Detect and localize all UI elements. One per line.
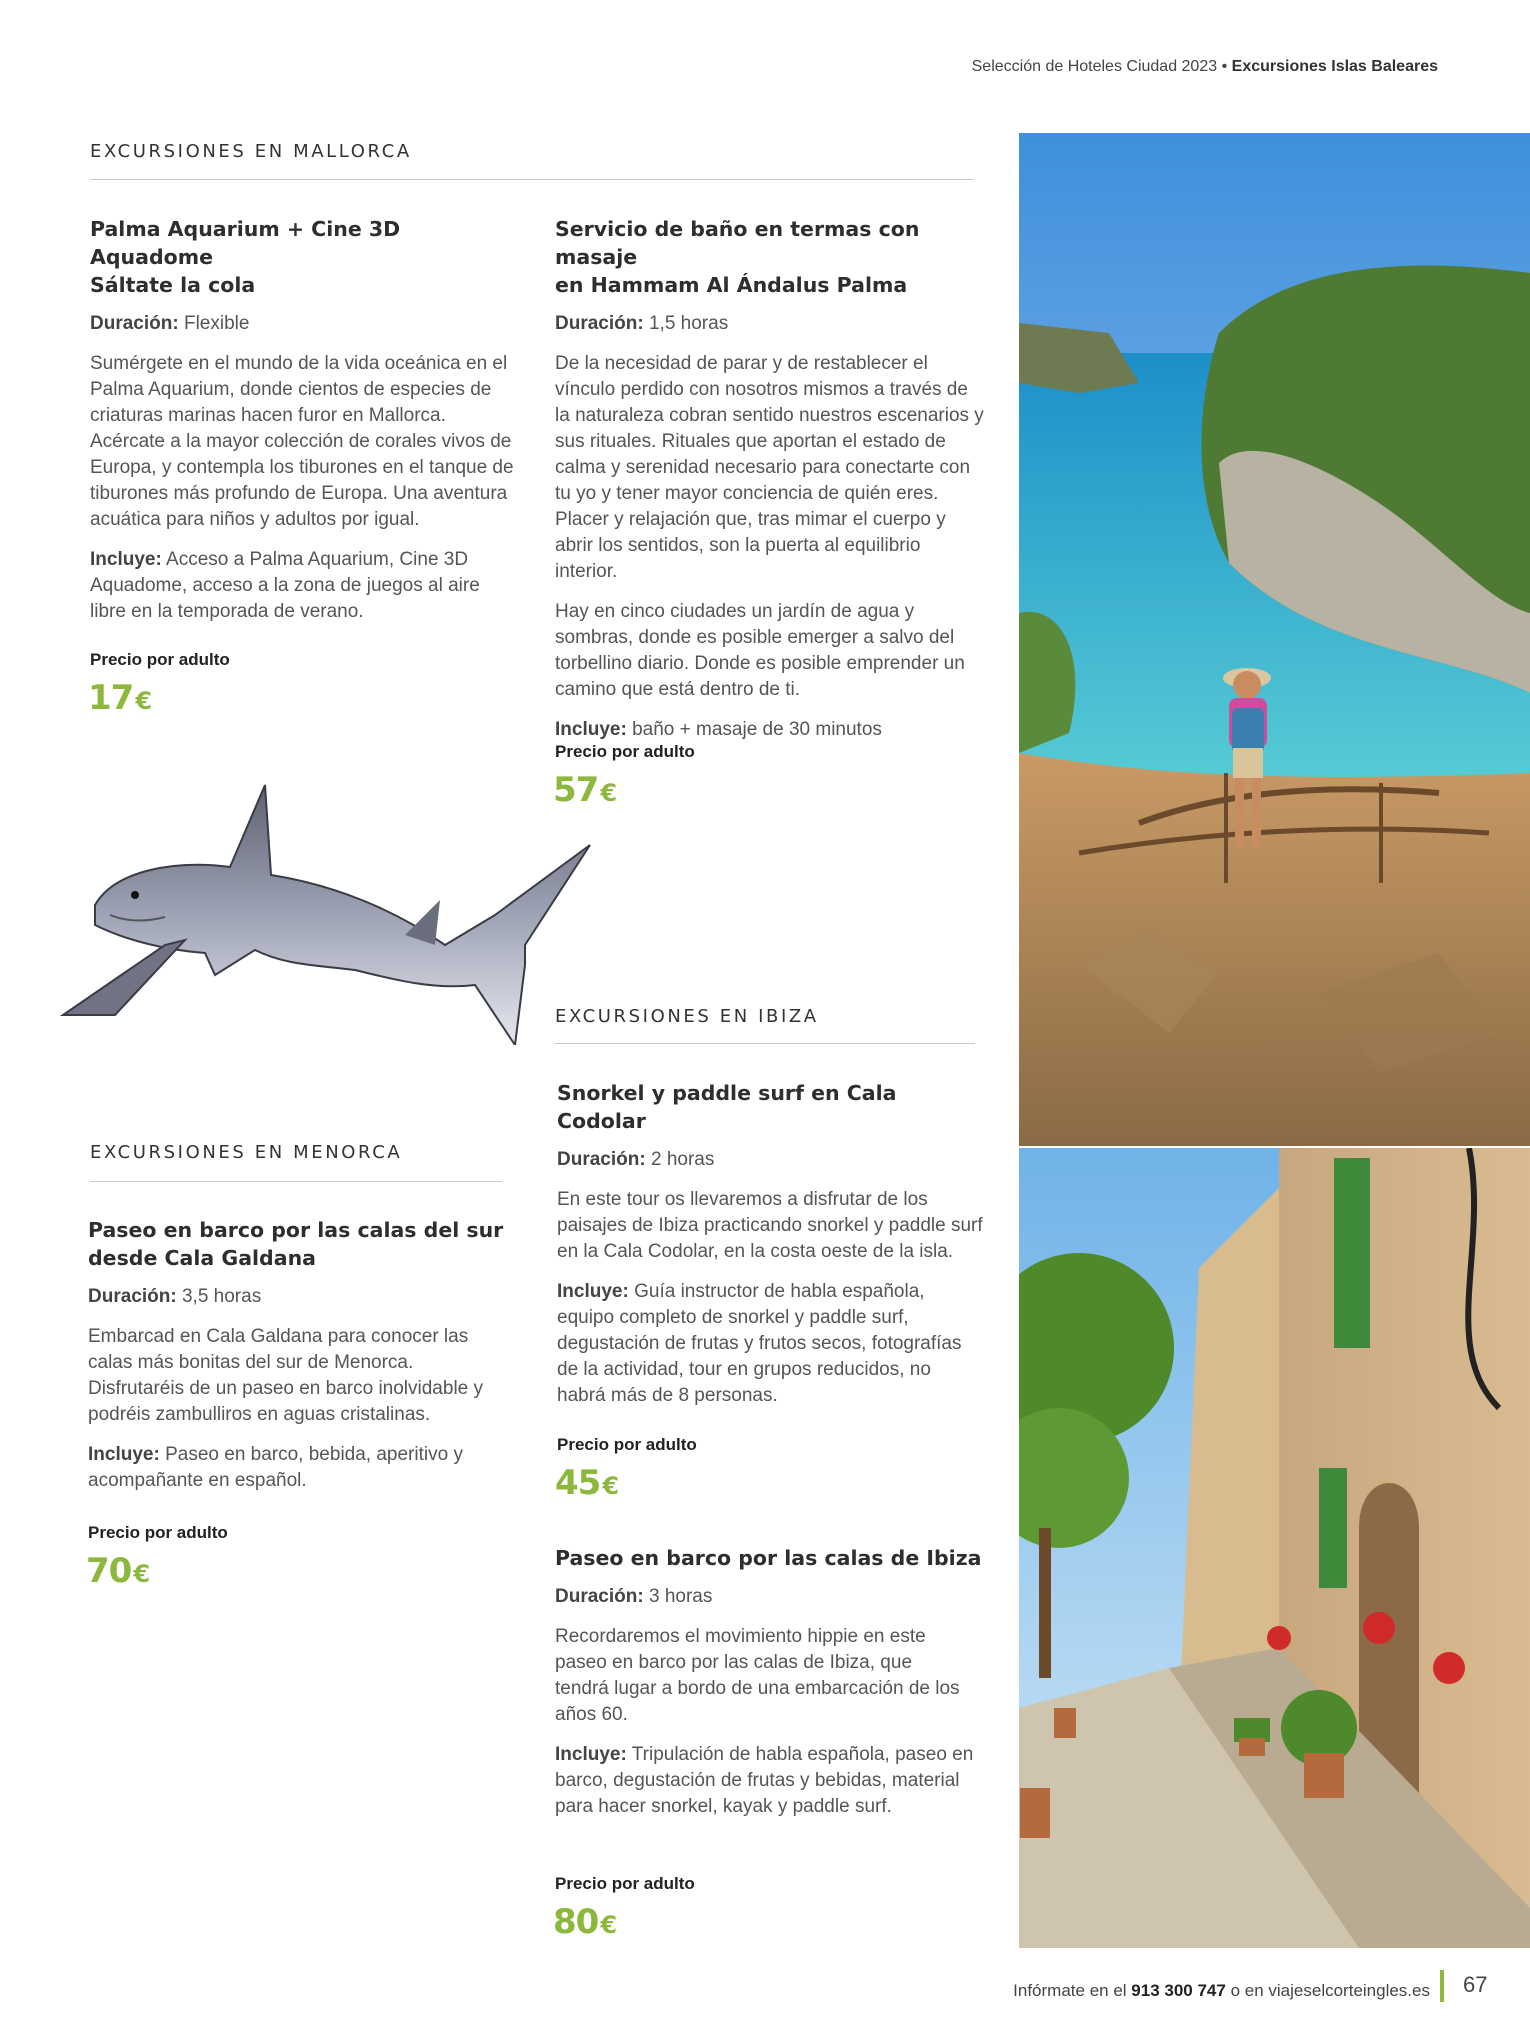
includes-label: Incluye: xyxy=(555,719,627,740)
includes xyxy=(555,1742,980,1820)
excursion-title[interactable] xyxy=(88,1216,518,1272)
price xyxy=(555,1463,618,1503)
price-label: Precio por adulto xyxy=(88,1523,228,1542)
price-label: Precio por adulto xyxy=(555,1874,695,1893)
price-label: Precio por adulto xyxy=(555,742,695,761)
duration-label: Duración: xyxy=(90,313,179,334)
shark-illustration xyxy=(55,775,600,1045)
includes-label: Incluye: xyxy=(557,1281,629,1302)
currency: € xyxy=(133,1560,150,1588)
cove-landscape-icon xyxy=(1019,133,1530,1146)
photo-village-street xyxy=(1019,1148,1530,1948)
description: De la necesidad de parar y de restablecer el vínculo perdido con nosotros mismos a través de la naturaleza cobran sentido nuestros escenarios y sus rituales. Rituales que aportan el estado de calma y serenidad necesario para conectarte con tu yo y tener mayor conciencia de quién eres. Placer y relajación que, tras mimar el cuerpo y abrir los sentidos, son la puerta al equilibrio interior. xyxy=(555,353,984,582)
title-line: Palma Aquarium + Cine 3D Aquadome xyxy=(90,217,401,269)
village-street-icon xyxy=(1019,1148,1530,1948)
section-divider xyxy=(90,1181,502,1182)
duration-value: 1,5 horas xyxy=(648,313,729,334)
duration-value: Flexible xyxy=(183,313,250,334)
footer-text: o en xyxy=(1230,1981,1264,2000)
currency: € xyxy=(600,1911,617,1939)
price xyxy=(88,678,151,718)
description: Recordaremos el movimiento hippie en este paseo en barco por las calas de Ibiza, que tendrá lugar a bordo de una embarcación de los años 60. xyxy=(555,1626,960,1725)
price-label: Precio por adulto xyxy=(90,650,230,669)
currency: € xyxy=(135,687,152,715)
price xyxy=(553,1902,616,1942)
title-line: Paseo en barco por las calas del sur xyxy=(88,1218,504,1242)
price xyxy=(553,770,616,810)
duration xyxy=(555,311,985,337)
description: En este tour os llevaremos a disfrutar de los paisajes de Ibiza practicando snorkel y paddle surf en la Cala Codolar, en la costa oeste de la isla. xyxy=(557,1189,983,1262)
duration-label: Duración: xyxy=(557,1149,646,1170)
excursion-aquarium xyxy=(90,215,520,625)
duration-label: Duración: xyxy=(555,1586,644,1607)
duration-value: 3,5 horas xyxy=(181,1286,262,1307)
includes-value: Tripulación de habla española, paseo en barco, degustación de frutas y bebidas, material para hacer snorkel, kayak y paddle surf. xyxy=(555,1744,974,1817)
header-section: Excursiones Islas Baleares xyxy=(1231,58,1438,75)
section-title-menorca: EXCURSIONES EN MENORCA xyxy=(90,1142,403,1163)
photo-cove-hiker xyxy=(1019,133,1530,1146)
description: Embarcad en Cala Galdana para conocer las calas más bonitas del sur de Menorca. Disfrutaréis de un paseo en barco inolvidable y podréis zambulliros en aguas cristalinas. xyxy=(88,1326,484,1425)
excursion-hammam xyxy=(555,215,985,743)
excursion-menorca-boat xyxy=(88,1216,518,1494)
section-title-mallorca: EXCURSIONES EN MALLORCA xyxy=(90,141,412,162)
price-value: 80 xyxy=(553,1902,599,1942)
includes-label: Incluye: xyxy=(90,549,162,570)
price-value: 70 xyxy=(86,1551,132,1591)
description: Hay en cinco ciudades un jardín de agua y sombras, donde es posible emerger a salvo del torbellino diario. Donde es posible emprender un camino que está dentro de ti. xyxy=(555,601,965,700)
shark-icon xyxy=(55,775,600,1045)
page-header xyxy=(972,58,1438,76)
duration xyxy=(88,1284,518,1310)
page-number: 67 xyxy=(1463,1972,1488,1997)
excursion-title[interactable]: Snorkel y paddle surf en Cala Codolar xyxy=(557,1081,897,1133)
title-line: Sáltate la cola xyxy=(90,273,256,297)
includes-label: Incluye: xyxy=(88,1444,160,1465)
phone-link[interactable]: 913 300 747 xyxy=(1131,1981,1226,2000)
section-title-ibiza: EXCURSIONES EN IBIZA xyxy=(555,1006,819,1027)
title-line: desde Cala Galdana xyxy=(88,1246,316,1270)
title-line: Servicio de baño en termas con masaje xyxy=(555,217,920,269)
duration xyxy=(90,311,520,337)
includes xyxy=(557,1279,972,1409)
description: Sumérgete en el mundo de la vida oceánica en el Palma Aquarium, donde cientos de especies de criaturas marinas hacen furor en Mallorca. Acércate a la mayor colección de corales vivos de Europa, y contempla los tiburones en el tanque de tiburones más profundo de Europa. Una aventura acuática para niños y adultos por igual. xyxy=(90,353,514,530)
section-divider xyxy=(90,179,974,180)
footer-divider xyxy=(1440,1970,1444,2002)
duration-value: 2 horas xyxy=(650,1149,715,1170)
includes-value: baño + masaje de 30 minutos xyxy=(632,719,882,740)
footer-text: Infórmate en el xyxy=(1013,1981,1127,2000)
excursion-ibiza-boat xyxy=(555,1544,985,1820)
price-value: 45 xyxy=(555,1463,601,1503)
footer-contact xyxy=(1013,1981,1430,2001)
catalog-name: Selección de Hoteles Ciudad 2023 xyxy=(971,58,1218,75)
website-link[interactable]: viajeselcorteingles.es xyxy=(1268,1981,1430,2000)
duration-value: 3 horas xyxy=(648,1586,713,1607)
includes-value: Paseo en barco, bebida, aperitivo y acompañante en español. xyxy=(88,1444,463,1491)
duration-label: Duración: xyxy=(88,1286,177,1307)
price-value: 17 xyxy=(88,678,134,718)
duration xyxy=(557,1147,987,1173)
currency: € xyxy=(602,1472,619,1500)
includes-value: Acceso a Palma Aquarium, Cine 3D Aquadome, acceso a la zona de juegos al aire libre en la temporada de verano. xyxy=(90,549,480,622)
excursion-title[interactable] xyxy=(555,215,985,299)
includes-value: Guía instructor de habla española, equipo completo de snorkel y paddle surf, degustación de frutas y frutos secos, fotografías de la actividad, tour en grupos reducidos, no habrá más de 8 personas. xyxy=(557,1281,962,1406)
duration xyxy=(555,1584,985,1610)
header-separator: • xyxy=(1221,58,1228,75)
section-divider xyxy=(555,1043,975,1044)
excursion-title[interactable] xyxy=(90,215,520,299)
price-value: 57 xyxy=(553,770,599,810)
excursion-title[interactable]: Paseo en barco por las calas de Ibiza xyxy=(555,1546,982,1570)
includes xyxy=(555,717,985,743)
title-line: en Hammam Al Ándalus Palma xyxy=(555,273,908,297)
price-label: Precio por adulto xyxy=(557,1435,697,1454)
includes-label: Incluye: xyxy=(555,1744,627,1765)
includes xyxy=(88,1442,503,1494)
price xyxy=(86,1551,149,1591)
currency: € xyxy=(600,779,617,807)
includes xyxy=(90,547,520,625)
duration-label: Duración: xyxy=(555,313,644,334)
excursion-ibiza-snorkel xyxy=(557,1079,987,1409)
